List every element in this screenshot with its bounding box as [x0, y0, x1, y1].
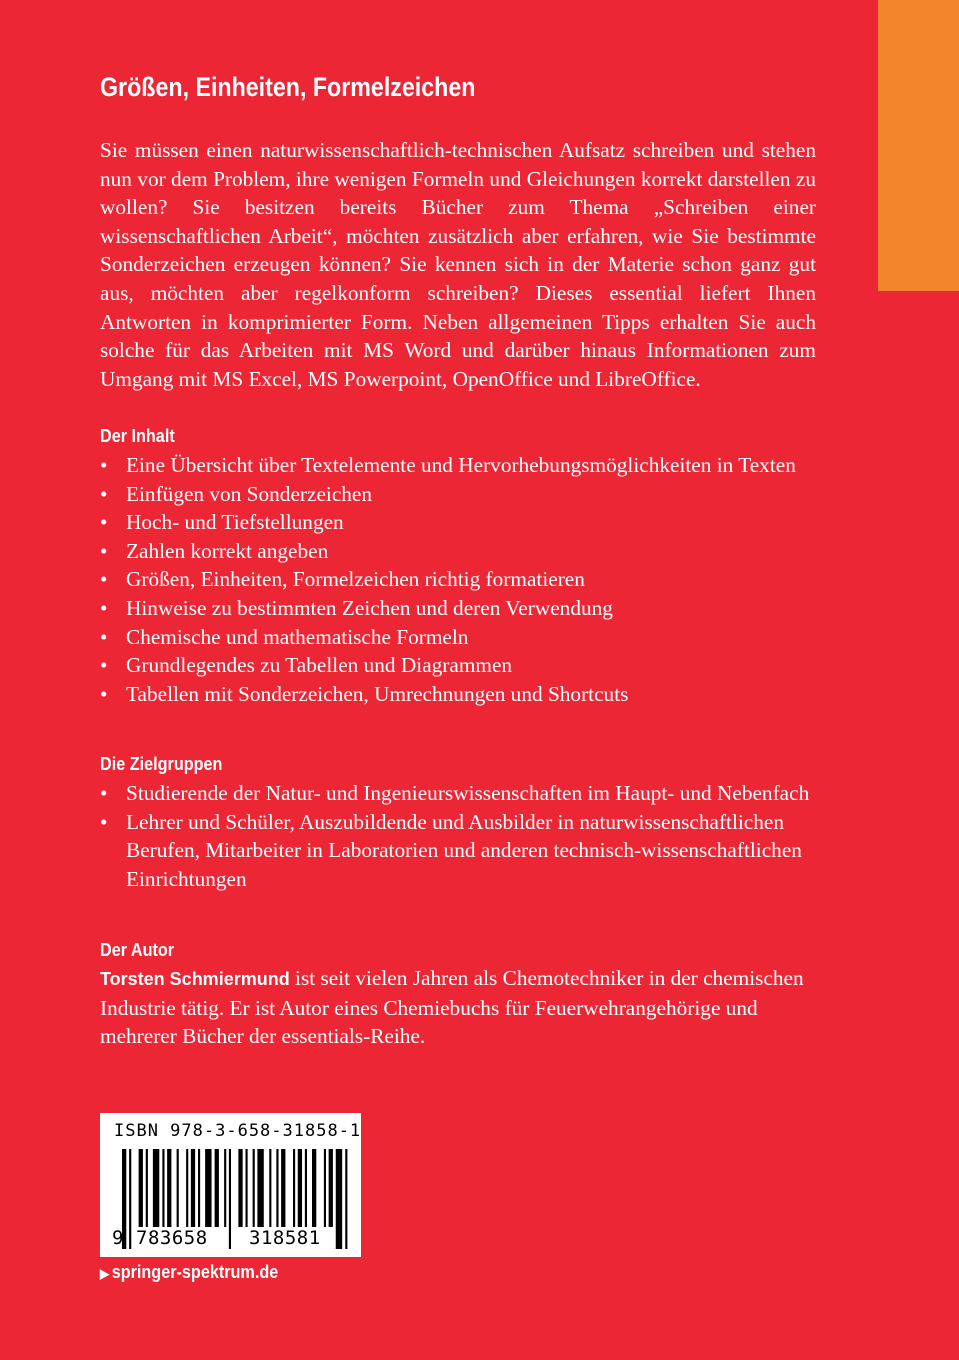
barcode-bar	[257, 1149, 263, 1227]
barcode-left-digits: 783658	[136, 1227, 208, 1249]
barcode-bar	[224, 1149, 226, 1227]
list-item-text: Studierende der Natur- und Ingenieurswissenschaften im Haupt- und Nebenfach	[126, 781, 810, 805]
author-name: Torsten Schmiermund	[100, 969, 290, 989]
barcode-bar	[153, 1149, 159, 1227]
book-title: Größen, Einheiten, Formelzeichen	[100, 72, 476, 102]
list-item	[100, 565, 816, 594]
list-item-text: Größen, Einheiten, Formelzeichen richtig formatieren	[126, 567, 585, 592]
bullet-icon: •	[100, 481, 108, 506]
bullet-icon: •	[100, 538, 108, 563]
list-item-text: Zahlen korrekt angeben	[126, 538, 329, 563]
barcode-bar	[253, 1149, 255, 1227]
list-item	[100, 623, 816, 652]
barcode-bar	[276, 1149, 278, 1227]
barcode-bar	[298, 1149, 302, 1227]
bullet-icon: •	[100, 681, 108, 706]
list-item	[100, 508, 816, 537]
list-item-text: Chemische und mathematische Formeln	[126, 624, 469, 649]
target-group-list	[100, 779, 816, 893]
list-item-text: Lehrer und Schüler, Auszubildende und Ausbilder in naturwissenschaftlichen Berufen, Mitarbeiter in Laboratorien und anderen technisch-wissenschaftlichen Einrichtungen	[126, 809, 802, 891]
section-heading-inhalt: Der Inhalt	[100, 426, 175, 446]
bullet-icon: •	[100, 653, 108, 678]
bullet-icon: •	[100, 567, 108, 592]
intro-paragraph: Sie müssen einen naturwissenschaftlich-technischen Aufsatz schreiben und stehen nun vor dem Problem, ihre wenigen Formeln und Gleichungen korrekt darstellen zu wollen? Sie besitzen bereits Bücher zum Thema „Schreiben einer wissenschaftlichen Arbeit“, möchten zusätzlich aber erfahren, wie Sie bestimmte Sonderzeichen erzeugen können? Sie kennen sich in der Materie schon ganz gut aus, möchten aber regelkonform schreiben? Dieses essential liefert Ihnen Antworten in komprimierter Form. Neben allgemeinen Tipps erhalten Sie auch solche für das Arbeiten mit MS Word und darüber hinaus Informationen zum Umgang mit MS Excel, MS Powerpoint, OpenOffice und LibreOffice.	[100, 138, 816, 391]
list-item	[100, 680, 816, 709]
list-item-text: Einfügen von Sonderzeichen	[126, 481, 373, 506]
list-item	[100, 808, 816, 894]
content-list	[100, 451, 816, 708]
barcode-bar	[329, 1149, 333, 1227]
barcode-bar	[238, 1149, 242, 1227]
list-item-text: Grundlegendes zu Tabellen und Diagrammen	[126, 653, 513, 678]
list-item-text: Eine Übersicht über Textelemente und Hervorhebungsmöglichkeiten in Texten	[126, 453, 796, 477]
barcode-first-digit: 9	[112, 1227, 124, 1249]
publisher-link[interactable]	[100, 1262, 278, 1283]
barcode-bar	[281, 1149, 285, 1227]
list-item	[100, 537, 816, 566]
barcode-bar	[305, 1149, 307, 1227]
bullet-icon: •	[100, 510, 108, 535]
list-item	[100, 594, 816, 623]
barcode-bar	[177, 1149, 179, 1227]
section-heading-autor: Der Autor	[100, 940, 175, 960]
publisher-url: springer-spektrum.de	[111, 1262, 279, 1282]
author-bio: ist seit vielen Jahren als Chemotechniker in der chemischen Industrie tätig. Er ist Autor eines Chemiebuchs für Feuerwehrangehörige und mehrerer Bücher der essentials-Reihe.	[100, 966, 804, 1049]
bullet-icon: •	[100, 595, 108, 620]
barcode-bar	[215, 1149, 219, 1227]
barcode-right-digits: 318581	[249, 1227, 321, 1249]
list-item-text: Hoch- und Tiefstellungen	[126, 510, 344, 535]
bullet-icon: •	[100, 453, 108, 477]
barcode-bar	[229, 1149, 231, 1249]
barcode-bar	[129, 1149, 131, 1249]
barcode-bar	[198, 1149, 200, 1227]
barcode-bar	[336, 1149, 342, 1249]
list-item-text: Tabellen mit Sonderzeichen, Umrechnungen und Shortcuts	[126, 681, 629, 706]
color-tab	[878, 0, 959, 291]
barcode-bar	[167, 1149, 171, 1227]
bullet-icon: •	[100, 781, 108, 805]
barcode-bar	[312, 1149, 316, 1227]
bullet-icon: •	[100, 809, 108, 834]
list-item	[100, 651, 816, 680]
list-item	[100, 480, 816, 509]
arrow-right-icon: ▶	[100, 1266, 109, 1281]
barcode-bar	[246, 1149, 248, 1227]
barcode-bar	[293, 1149, 295, 1227]
list-item	[100, 779, 816, 808]
barcode-bar	[269, 1149, 271, 1227]
list-item-text: Hinweise zu bestimmten Zeichen und deren Verwendung	[126, 595, 613, 620]
barcode-bar	[191, 1149, 195, 1227]
isbn-label: ISBN 978-3-658-31858-1	[114, 1121, 362, 1141]
barcode-bar	[146, 1149, 148, 1227]
barcode-bar	[324, 1149, 326, 1227]
section-heading-zielgruppen: Die Zielgruppen	[100, 754, 223, 774]
barcode-bar	[186, 1149, 188, 1227]
barcode-bar	[205, 1149, 211, 1227]
isbn-barcode	[100, 1113, 361, 1257]
barcode-bar	[139, 1149, 143, 1227]
barcode-bar	[345, 1149, 347, 1249]
bullet-icon: •	[100, 624, 108, 649]
author-paragraph	[100, 964, 816, 1051]
barcode-bar	[162, 1149, 164, 1227]
list-item	[100, 451, 816, 480]
